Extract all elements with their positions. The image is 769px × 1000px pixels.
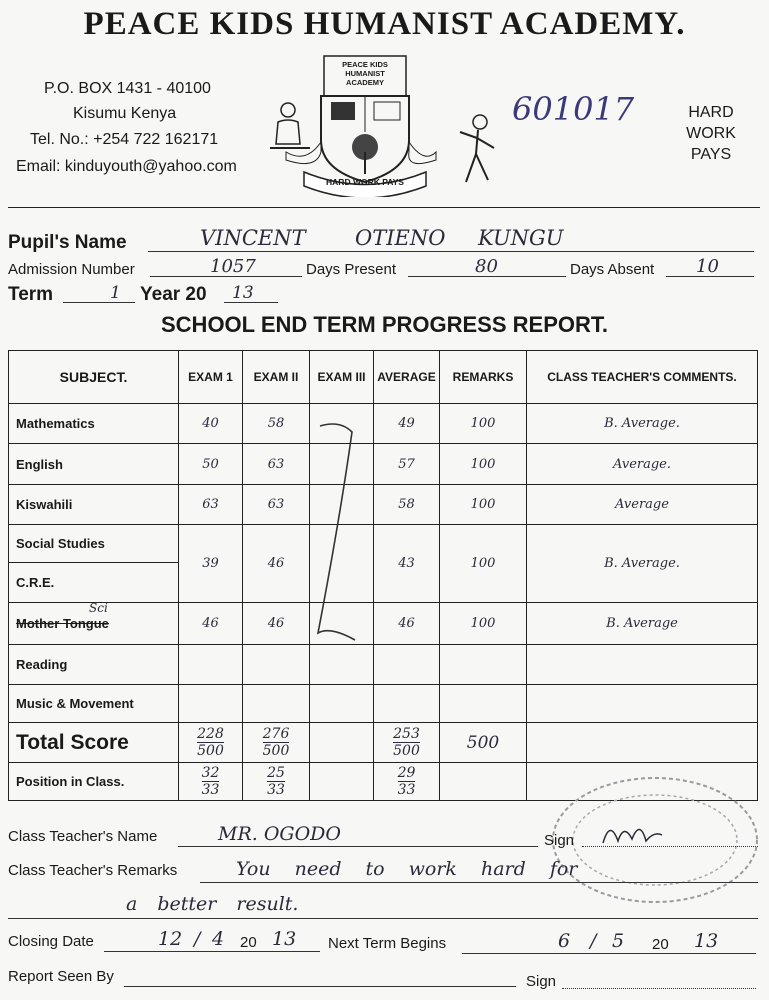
subject-name-text: Mother Tongue [16,616,109,631]
teacher-comment: Average. [527,444,758,485]
days-present-label: Days Present [306,261,397,278]
header-exam2: EXAM II [243,351,310,404]
pen-stroke-mark [300,418,370,663]
school-name: PEACE KIDS HUMANIST ACADEMY. [83,6,686,42]
progress-table [8,350,758,801]
year-value: 13 [232,283,254,303]
header-subject: SUBJECT. [9,351,179,404]
crest-text: PEACE KIDS HUMANIST ACADEMY [342,60,388,87]
average-mark: 58 [374,485,440,525]
subject-correction-note: Sci [89,601,108,615]
teacher-remarks-line1: You need to work hard for [236,858,578,880]
next-month: 5 [612,930,625,952]
remarks-mark: 100 [440,603,527,645]
next-day: 6 [558,930,571,952]
subject-name: Social Studies [9,525,179,563]
average-mark: 49 [374,404,440,444]
term-value: 1 [110,283,121,303]
next-year: 13 [694,930,719,952]
table-row [9,444,758,485]
header-exam3: EXAM III [310,351,374,404]
remarks-mark: 100 [440,444,527,485]
reference-number: 601017 [512,90,635,128]
exam1-mark: 50 [179,444,243,485]
exam2-mark: 58 [243,404,310,444]
exam1-position: $\frac{32}{33}$ [179,763,243,801]
subject-name: Music & Movement [9,685,179,723]
position-label: Position in Class. [9,763,179,801]
pupil-name-line [148,251,754,252]
exam2-mark: 46 [243,525,310,603]
teacher-comment: B. Average [527,603,758,645]
admission-number: 1057 [210,256,256,277]
closing-day: 12 [158,928,183,950]
pupil-first-name: VINCENT [200,226,306,250]
subject-name: Reading [9,645,179,685]
next-term-label: Next Term Begins [328,935,447,952]
exam2-position: $\frac{25}{33}$ [243,763,310,801]
pupil-name-label: Pupil's Name [8,232,127,253]
teacher-remarks-label: Class Teacher's Remarks [8,862,178,879]
po-box: P.O. BOX 1431 - 40100 [44,80,211,97]
exam2-total: $\frac{276}{500}$ [243,723,310,763]
term-line [63,302,135,303]
average-mark: 43 [374,525,440,603]
running-child-icon [452,112,502,193]
closing-date-label: Closing Date [8,933,94,950]
table-row [9,685,758,723]
average-position: $\frac{29}{33}$ [374,763,440,801]
subject-name: Mathematics [9,404,179,444]
admission-label: Admission Number [8,261,135,278]
exam1-mark: 63 [179,485,243,525]
teacher-name: MR. OGODO [218,823,341,845]
closing-month: 4 [212,928,225,950]
report-seen-by-label: Report Seen By [8,968,114,985]
school-email: Email: kinduyouth@yahoo.com [16,158,237,175]
pupil-middle-name: OTIENO [355,226,446,250]
report-seen-by-line [124,986,516,987]
report-title: SCHOOL END TERM PROGRESS REPORT. [161,312,608,337]
teacher-remarks-line [200,882,758,883]
table-row [9,603,758,645]
remarks-mark: 100 [440,404,527,444]
teacher-comment: B. Average. [527,525,758,603]
header-comments: CLASS TEACHER'S COMMENTS. [527,351,758,404]
remarks-mark: 100 [440,485,527,525]
teacher-comment: B. Average. [527,404,758,444]
total-score-row [9,723,758,763]
exam1-total: $\frac{228}{500}$ [179,723,243,763]
closing-date-separator: / [194,928,201,950]
table-row [9,525,758,563]
closing-year-prefix: 20 [240,934,257,951]
exam2-mark: 46 [243,603,310,645]
year-label: Year 20 [140,284,207,305]
closing-date-line [104,951,320,952]
closing-year: 13 [272,928,297,950]
teacher-name-label: Class Teacher's Name [8,828,158,845]
exam1-mark: 39 [179,525,243,603]
teacher-remarks-line2: a better result. [126,893,299,915]
teacher-name-line [178,846,538,847]
school-motto: HARD WORK PAYS [686,104,736,163]
teacher-sign-label: Sign [544,832,575,849]
next-date-separator: / [590,930,597,952]
subject-name: English [9,444,179,485]
term-label: Term [8,284,54,305]
table-header-row [9,351,758,404]
teacher-signature [598,815,668,860]
remarks-total: 500 [440,723,527,763]
days-absent: 10 [696,256,719,277]
subject-name [9,603,179,645]
remarks-mark: 100 [440,525,527,603]
header-divider [8,207,760,208]
table-row [9,485,758,525]
subject-name: C.R.E. [9,563,179,603]
exam1-mark: 40 [179,404,243,444]
next-year-prefix: 20 [652,936,669,953]
parent-sign-line [562,988,756,989]
total-score-label: Total Score [9,723,179,763]
parent-sign-label: Sign [526,973,557,990]
subject-name: Kiswahili [9,485,179,525]
school-location: Kisumu Kenya [73,105,177,122]
header-average: AVERAGE [374,351,440,404]
teacher-comment: Average [527,485,758,525]
teacher-remarks-line-2 [8,918,758,919]
average-total: $\frac{253}{500}$ [374,723,440,763]
header-remarks: REMARKS [440,351,527,404]
header-exam1: EXAM 1 [179,351,243,404]
average-mark: 57 [374,444,440,485]
exam2-mark: 63 [243,444,310,485]
average-mark: 46 [374,603,440,645]
pupil-last-name: KUNGU [478,226,564,250]
days-absent-label: Days Absent [570,261,655,278]
reading-child-icon [268,100,312,161]
next-term-line [462,953,756,954]
crest-motto: HARD WORK PAYS [326,177,404,187]
days-present: 80 [475,256,498,277]
school-telephone: Tel. No.: +254 722 162171 [30,131,219,148]
table-row [9,645,758,685]
exam2-mark: 63 [243,485,310,525]
table-row [9,404,758,444]
exam1-mark: 46 [179,603,243,645]
